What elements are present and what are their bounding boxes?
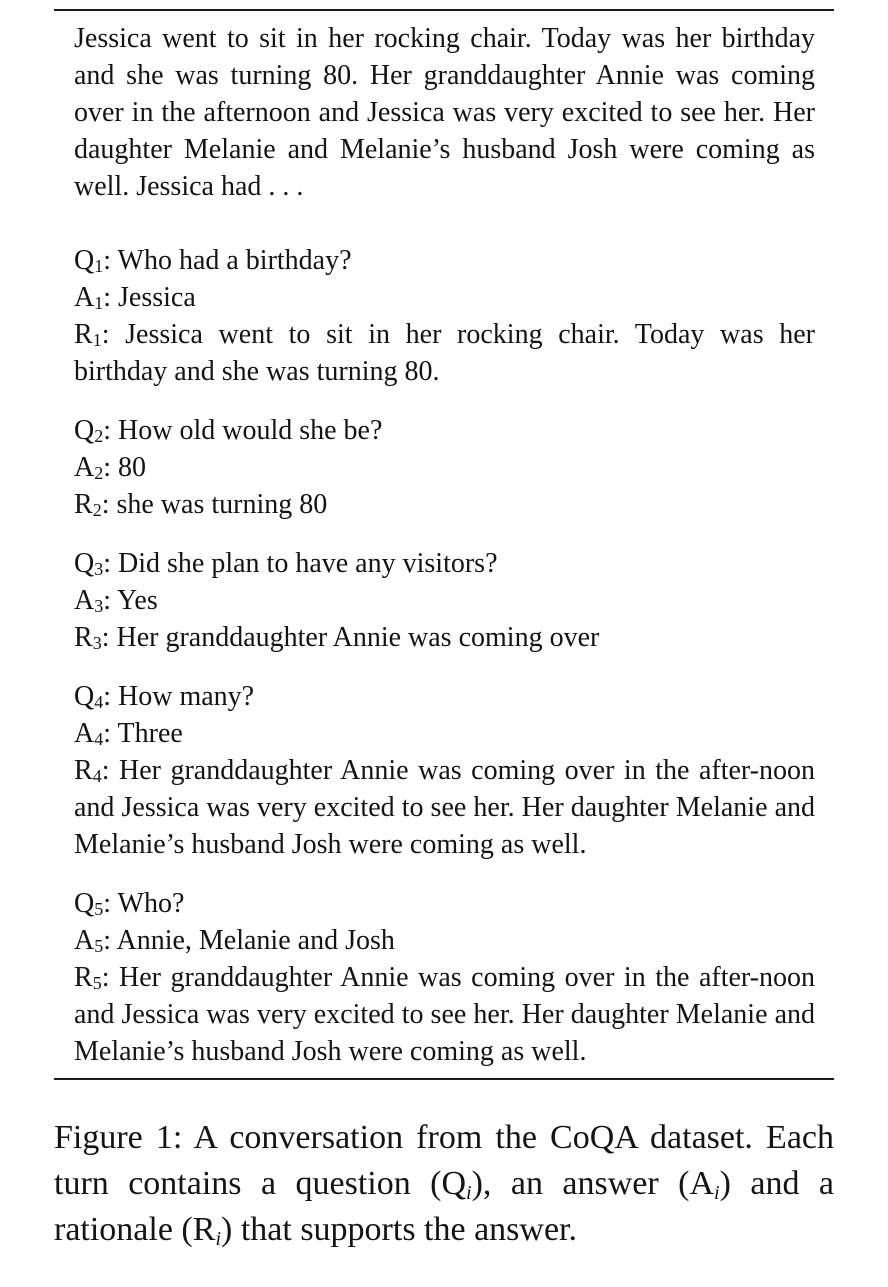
question-5: $Q_5$: Who? <box>74 888 185 919</box>
answer-2: $A_2$: 80 <box>74 452 147 483</box>
turn-5 <box>74 885 815 1070</box>
rationale-2: $R_2$: she was turning 80 <box>74 489 328 520</box>
answer-3: $A_3$: Yes <box>74 585 158 616</box>
answer-1: $A_1$: Jessica <box>74 282 196 313</box>
turn-1 <box>74 242 815 390</box>
bottom-rule <box>54 1078 834 1080</box>
figure-caption: Figure 1: A conversation from the CoQA dataset. Each turn contains a question (Qi), an answer (Ai) and a rationale (Ri) that supports the answer. <box>54 1119 834 1250</box>
turn-3 <box>74 545 815 656</box>
question-4: $Q_4$: How many? <box>74 681 255 712</box>
story-passage: Jessica went to sit in her rocking chair. Today was her birthday and she was turning 80. Her granddaughter Annie was coming over in the afternoon and Jessica was very excited to see her. Her daughter Melanie and Melanie’s husband Josh were coming as well. Jessica had . . . <box>74 23 815 202</box>
question-1: $Q_1$: Who had a birthday? <box>74 245 352 276</box>
question-2: $Q_2$: How old would she be? <box>74 415 383 446</box>
answer-5: $A_5$: Annie, Melanie and Josh <box>74 925 395 956</box>
question-3: $Q_3$: Did she plan to have any visitors? <box>74 548 498 579</box>
answer-4: $A_4$: Three <box>74 718 183 749</box>
turn-2 <box>74 412 815 523</box>
rationale-1: $R_1$: Jessica went to sit in her rocking chair. Today was her birthday and she was turning 80. <box>74 319 816 387</box>
top-rule <box>54 9 834 11</box>
rationale-5: $R_5$: Her granddaughter Annie was coming over in the after-noon and Jessica was very excited to see her. Her daughter Melanie and Melanie’s husband Josh were coming as well. <box>74 962 815 1067</box>
turn-4 <box>74 678 815 863</box>
conversation-box <box>74 20 815 1070</box>
rationale-4: $R_4$: Her granddaughter Annie was coming over in the after-noon and Jessica was very excited to see her. Her daughter Melanie and Melanie’s husband Josh were coming as well. <box>74 755 815 860</box>
rationale-3: $R_3$: Her granddaughter Annie was coming over <box>74 622 600 653</box>
